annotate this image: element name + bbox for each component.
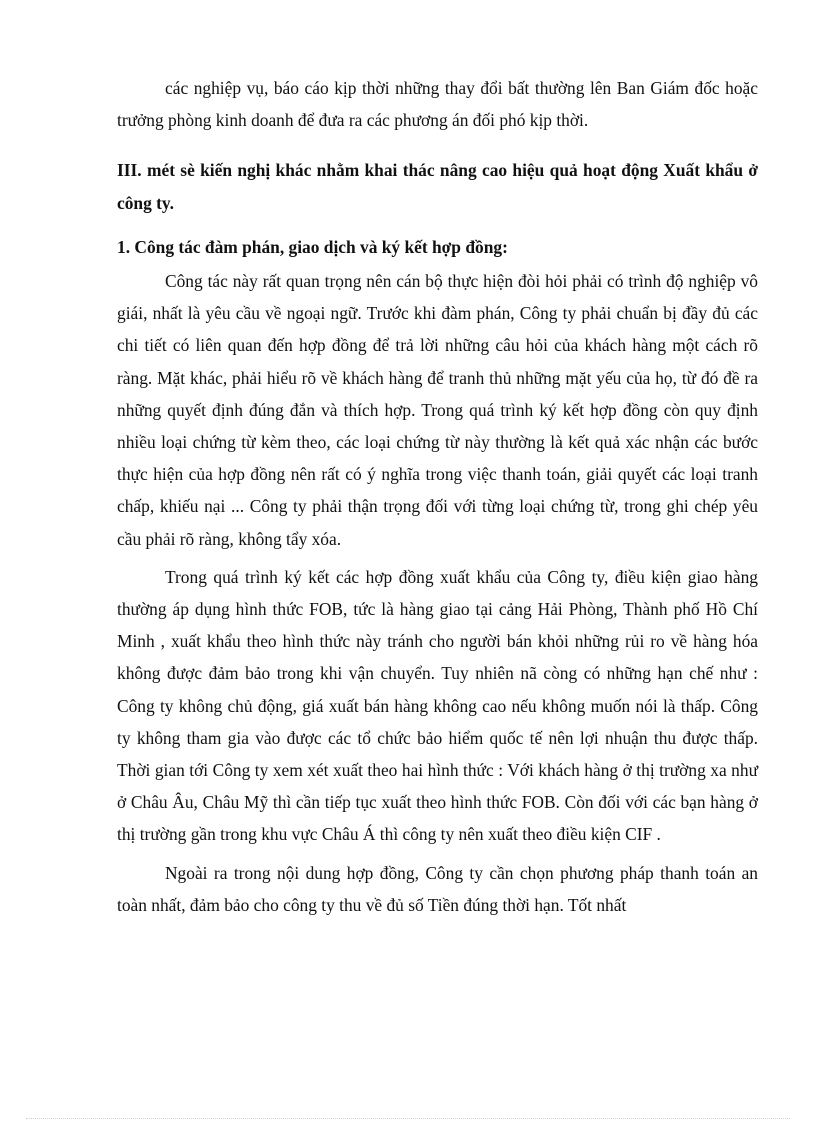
- paragraph-continuation: các nghiệp vụ, báo cáo kịp thời những thay đổi bất thường lên Ban Giám đốc hoặc trưởng phòng kinh doanh để đưa ra các phương án đối phó kịp thời.: [117, 78, 758, 131]
- paragraph-payment: Ngoài ra trong nội dung hợp đồng, Công ty cần chọn phương pháp thanh toán an toàn nhất, đảm bảo cho công ty thu về đủ số Tiền đúng thời hạn. Tốt nhất: [117, 862, 758, 915]
- footer-dotted-rule: [26, 1118, 790, 1119]
- subsection-heading: 1. Công tác đàm phán, giao dịch và ký kết hợp đồng:: [117, 236, 508, 257]
- paragraph-negotiation: Công tác này rất quan trọng nên cán bộ thực hiện đòi hỏi phải có trình độ nghiệp vô giái, nhất là yêu cầu về ngoại ngữ. Trước khi đàm phán, Công ty phải chuẩn bị đầy đủ các chi tiết có liên quan đến hợp đồng để trả lời những câu hỏi của khách hàng một cách rõ ràng. Mặt khác, phải hiểu rõ về khách hàng để tranh thủ những mặt yếu của họ, từ đó đề ra những quyết định đúng đắn và thích hợp. Trong quá trình ký kết hợp đồng còn quy định nhiều loại chứng từ kèm theo, các loại chứng từ này thường là kết quả xác nhận các bước thực hiện của hợp đồng nên rất có ý nghĩa trong việc thanh toán, giải quyết các loại tranh chấp, khiếu nại ... Công ty phải thận trọng đối với từng loại chứng từ, trong ghi chép yêu cầu phải rõ ràng, không tẩy xóa.: [117, 271, 758, 549]
- document-body: [117, 72, 758, 921]
- paragraph-fob-cif: Trong quá trình ký kết các hợp đồng xuất khẩu của Công ty, điều kiện giao hàng thường áp dụng hình thức FOB, tức là hàng giao tại cảng Hải Phòng, Thành phố Hồ Chí Minh , xuất khẩu theo hình thức này tránh cho người bán khỏi những rủi ro về hàng hóa không được đảm bảo trong khi vận chuyển. Tuy nhiên nã còng có những hạn chế như : Công ty không chủ động, giá xuất bán hàng không cao nếu không muốn nói là thấp. Công ty không tham gia vào được các tổ chức bảo hiểm quốc tế nên lợi nhuận thu được thấp. Thời gian tới Công ty xem xét xuất theo hai hình thức : Với khách hàng ở thị trường xa như ở Châu Âu, Châu Mỹ thì cần tiếp tục xuất theo hình thức FOB. Còn đối với các bạn hàng ở thị trường gần trong khu vực Châu Á thì công ty nên xuất theo điều kiện CIF .: [117, 566, 758, 845]
- section-heading: III. mét sè kiến nghị khác nhằm khai thác nâng cao hiệu quả hoạt động Xuất khẩu ở công ty.: [117, 160, 758, 213]
